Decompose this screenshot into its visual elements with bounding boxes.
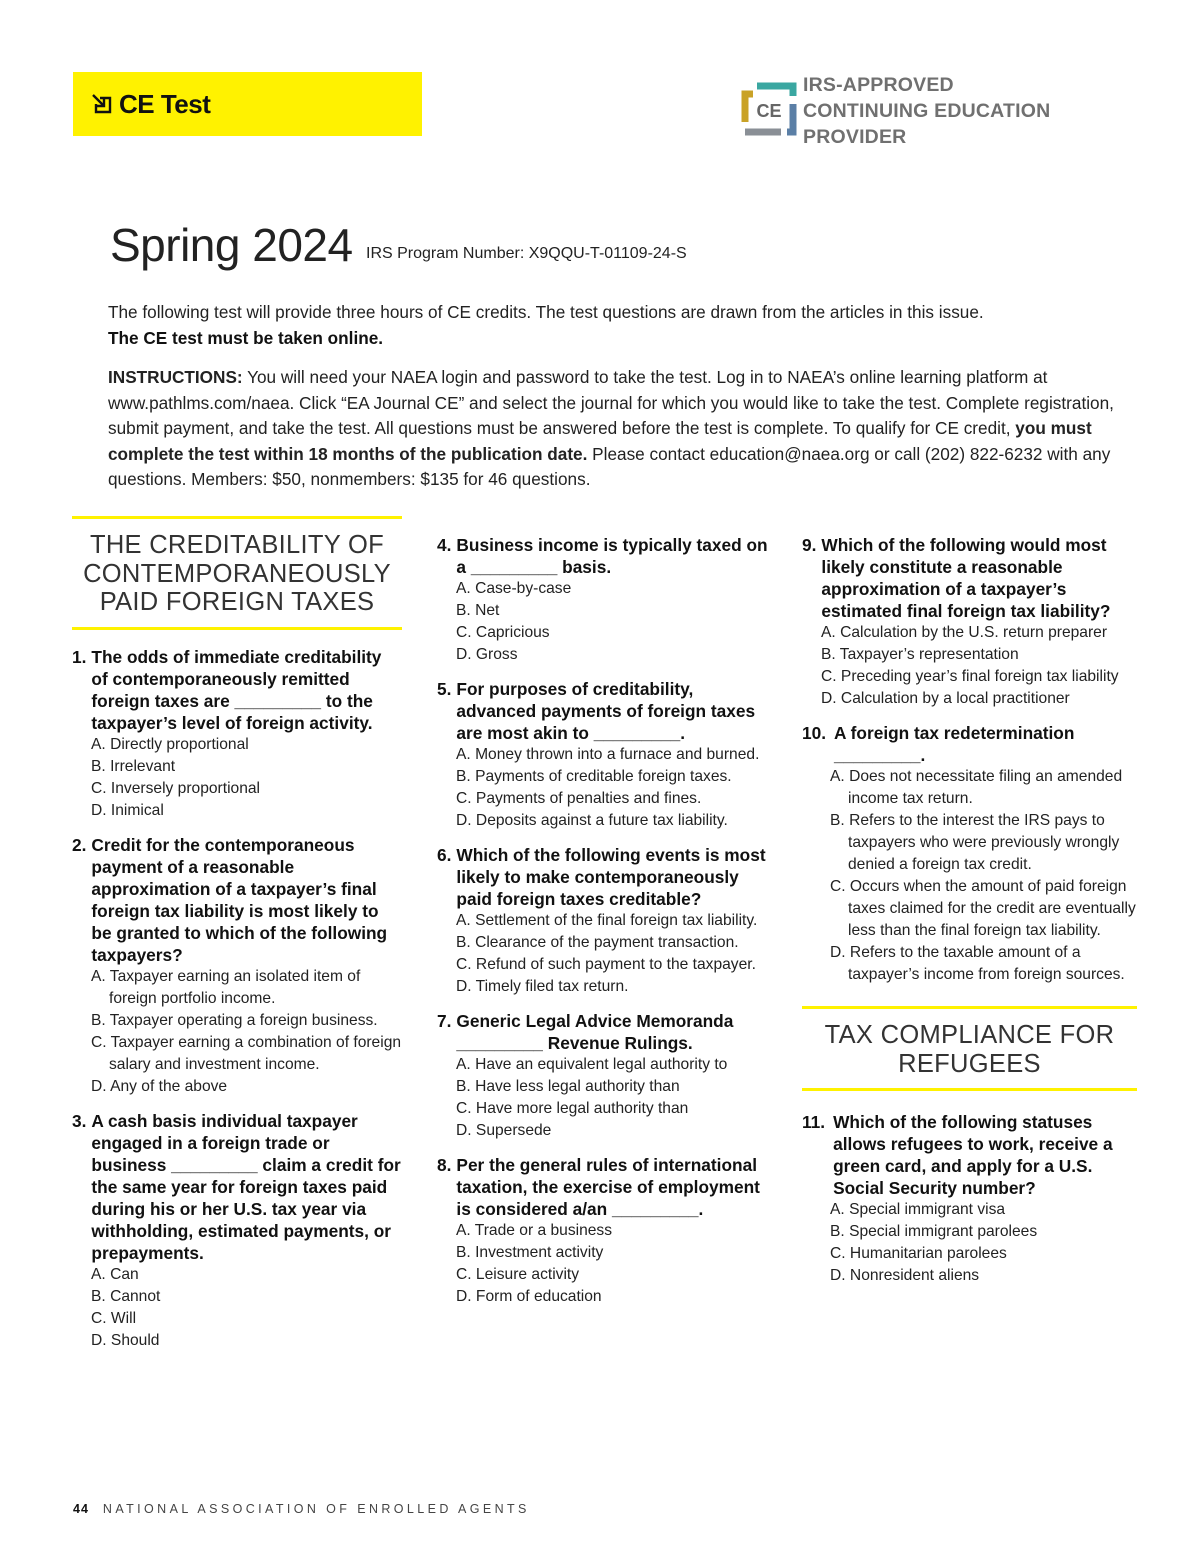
logo-line: IRS-APPROVED (803, 74, 954, 96)
section-heading-line: REFUGEES (898, 1049, 1041, 1078)
question-stem (437, 678, 777, 744)
question-number: 4. (437, 535, 452, 555)
answer-option: C. Refund of such payment to the taxpayer. (456, 956, 756, 973)
column-1 (72, 516, 402, 1364)
question-number: 5. (437, 679, 452, 699)
answer-option: B. Have less legal authority than (456, 1078, 680, 1095)
ce-test-title: CE Test (119, 88, 211, 119)
instructions-label: INSTRUCTIONS: (108, 367, 243, 387)
answer-option: B. Net (456, 602, 500, 619)
answer-options (802, 766, 1137, 986)
answer-option: B. Investment activity (456, 1244, 604, 1261)
answer-options (72, 1264, 402, 1352)
logo-line: CONTINUING EDUCATION (803, 100, 1051, 122)
answer-option: C. Will (91, 1309, 137, 1327)
answer-options (802, 622, 1137, 710)
column-2 (437, 534, 777, 1320)
question-text: Generic Legal Advice Memoranda _________ Revenue Rulings. (456, 1011, 734, 1053)
question-stem (437, 1010, 777, 1054)
answer-option: D. Deposits against a future tax liability. (456, 812, 728, 829)
question-stem (72, 646, 402, 734)
question (437, 1154, 777, 1308)
answer-options (437, 578, 777, 666)
answer-option: D. Gross (456, 646, 518, 663)
answer-option: C. Preceding year’s final foreign tax liability (821, 668, 1119, 685)
answer-option: B. Taxpayer operating a foreign business. (91, 1011, 378, 1029)
answer-option: A. Settlement of the final foreign tax liability. (456, 912, 758, 929)
answer-option: A. Money thrown into a furnace and burned. (456, 746, 760, 763)
answer-option: A. Does not necessitate filing an amended income tax return. (830, 768, 1123, 807)
question-stem (802, 1111, 1137, 1199)
answer-option: D. Nonresident aliens (830, 1267, 980, 1284)
answer-option: B. Refers to the interest the IRS pays to taxpayers who were previously wrongly denied a foreign tax credit. (830, 812, 1120, 873)
answer-option: D. Refers to the taxable amount of a taxpayer’s income from foreign sources. (830, 944, 1125, 983)
answer-options (437, 1220, 777, 1308)
question-text: Per the general rules of international taxation, the exercise of employment is considered a/an _________. (456, 1155, 760, 1219)
ce-logo-mark (741, 82, 797, 136)
ce-test-badge (73, 72, 422, 136)
question-stem (802, 534, 1137, 622)
answer-option: C. Taxpayer earning a combination of foreign salary and investment income. (91, 1033, 402, 1073)
answer-option: D. Form of education (456, 1288, 602, 1305)
question (437, 1010, 777, 1142)
question (437, 534, 777, 666)
irs-logo-text (803, 72, 1050, 150)
answer-option: D. Should (91, 1331, 160, 1349)
answer-option: B. Irrelevant (91, 757, 176, 775)
question-stem (437, 534, 777, 578)
answer-option: A. Have an equivalent legal authority to (456, 1056, 728, 1073)
answer-option: A. Taxpayer earning an isolated item of foreign portfolio income. (91, 967, 361, 1007)
question-stem (72, 1110, 402, 1264)
answer-options (437, 744, 777, 832)
answer-option: D. Supersede (456, 1122, 552, 1139)
question-stem (72, 834, 402, 966)
answer-options (72, 734, 402, 822)
publisher-name: NATIONAL ASSOCIATION OF ENROLLED AGENTS (102, 1502, 530, 1516)
column-3 (802, 534, 1137, 1299)
question (72, 1110, 402, 1352)
section-heading-line: TAX COMPLIANCE FOR (824, 1021, 1115, 1049)
question-text: Credit for the contemporaneous payment of a reasonable approximation of a taxpayer’s final foreign tax liability is most likely to be granted to which of the following taxpayers? (91, 834, 388, 965)
answer-option: C. Have more legal authority than (456, 1100, 689, 1117)
intro-line: The following test will provide three hours of CE credits. The test questions are drawn from the articles in this issue. (108, 302, 984, 322)
ce-logo-text: CE (756, 101, 782, 121)
question-text: Business income is typically taxed on a _________ basis. (456, 535, 768, 577)
page-number: 44 (73, 1502, 89, 1516)
question-number: 3. (72, 1110, 87, 1131)
answer-option: B. Cannot (91, 1287, 161, 1305)
answer-option: D. Any of the above (91, 1077, 228, 1095)
answer-option: C. Capricious (456, 624, 550, 641)
question-stem (802, 722, 1137, 766)
question-number: 1. (72, 646, 87, 667)
answer-options (437, 910, 777, 998)
instructions-contact: Please contact education@naea.org or call (202) 822-6232 with any questions. Members: $50, nonmembers: $135 for 46 questions. (108, 443, 1111, 490)
question (802, 1111, 1137, 1287)
question (437, 844, 777, 998)
question-text: For purposes of creditability, advanced payments of foreign taxes are most akin to _________. (456, 679, 756, 743)
answer-option: A. Directly proportional (91, 735, 249, 753)
irs-approved-logo (741, 72, 1051, 150)
answer-option: D. Inimical (91, 801, 164, 819)
answer-option: D. Timely filed tax return. (456, 978, 629, 995)
answer-option: A. Trade or a business (456, 1222, 613, 1239)
question-text: A cash basis individual taxpayer engaged in a foreign trade or business _________ claim a credit for the same year for foreign taxes paid during his or her U.S. tax year via withholding, estimated payments, or prepayments. (91, 1110, 401, 1263)
answer-option: C. Occurs when the amount of paid foreign taxes claimed for the credit are eventually less than the final foreign tax liability. (830, 878, 1136, 939)
question-text: Which of the following statuses allows refugees to work, receive a green card, and apply for a U.S. Social Security number? (833, 1112, 1113, 1198)
instructions-text: You will need your NAEA login and password to take the test. Log in to NAEA’s online learning platform at www.pathlms.com/naea. Click “EA Journal CE” and select the journal for which you would like to take the test. Complete registration, submit payment, and take the test. All questions must be answered before the test is complete. To qualify for CE credit, (108, 367, 1114, 439)
answer-option: B. Special immigrant parolees (830, 1223, 1038, 1240)
answer-option: A. Special immigrant visa (830, 1201, 1006, 1218)
answer-option: B. Taxpayer’s representation (821, 646, 1019, 663)
intro-online-note: The CE test must be taken online. (108, 327, 384, 348)
instructions-paragraph (108, 365, 1128, 493)
intro-paragraph (108, 300, 1128, 351)
section-heading (802, 1006, 1137, 1091)
section-heading-line: CONTEMPORANEOUSLY (83, 559, 391, 588)
instructions-deadline: you must complete the test within 18 months of the publication date. (108, 418, 1092, 464)
section-heading-line: THE CREDITABILITY OF (89, 531, 385, 559)
arrow-into-box-icon (91, 93, 113, 115)
question-text: A foreign tax redetermination _________. (834, 723, 1075, 765)
question (437, 678, 777, 832)
question-text: Which of the following would most likely constitute a reasonable approximation of a taxpayer’s estimated final foreign tax liability? (821, 535, 1111, 621)
program-number: IRS Program Number: X9QQU-T-01109-24-S (366, 245, 687, 262)
question (72, 646, 402, 822)
question-number: 2. (72, 834, 87, 855)
question (802, 534, 1137, 710)
section-heading-line: PAID FOREIGN TAXES (99, 588, 375, 616)
answer-option: A. Calculation by the U.S. return preparer (821, 624, 1108, 641)
question-stem (437, 844, 777, 910)
answer-option: A. Case-by-case (456, 580, 572, 597)
answer-option: B. Payments of creditable foreign taxes. (456, 768, 732, 785)
answer-option: C. Payments of penalties and fines. (456, 790, 702, 807)
answer-option: A. Can (91, 1265, 139, 1283)
question-number: 10. (802, 723, 827, 743)
question (802, 722, 1137, 986)
question-number: 7. (437, 1011, 452, 1031)
question-text: Which of the following events is most likely to make contemporaneously paid foreign taxes creditable? (456, 845, 766, 909)
question-text: The odds of immediate creditability of contemporaneously remitted foreign taxes are _________ to the taxpayer’s level of foreign activity. (91, 646, 382, 733)
question-number: 11. (802, 1112, 826, 1132)
question-number: 9. (802, 535, 817, 555)
question-stem (437, 1154, 777, 1220)
answer-options (802, 1199, 1137, 1287)
logo-line: PROVIDER (803, 126, 907, 148)
answer-options (72, 966, 402, 1098)
section-heading (72, 516, 402, 630)
answer-option: C. Leisure activity (456, 1266, 580, 1283)
answer-option: C. Humanitarian parolees (830, 1245, 1007, 1262)
question (72, 834, 402, 1098)
issue-title: Spring 2024 (110, 219, 353, 271)
page-footer (73, 1502, 530, 1516)
answer-options (437, 1054, 777, 1142)
answer-option: D. Calculation by a local practitioner (821, 690, 1070, 707)
answer-option: C. Inversely proportional (91, 779, 261, 797)
question-number: 8. (437, 1155, 452, 1175)
question-number: 6. (437, 845, 452, 865)
answer-option: B. Clearance of the payment transaction. (456, 934, 739, 951)
